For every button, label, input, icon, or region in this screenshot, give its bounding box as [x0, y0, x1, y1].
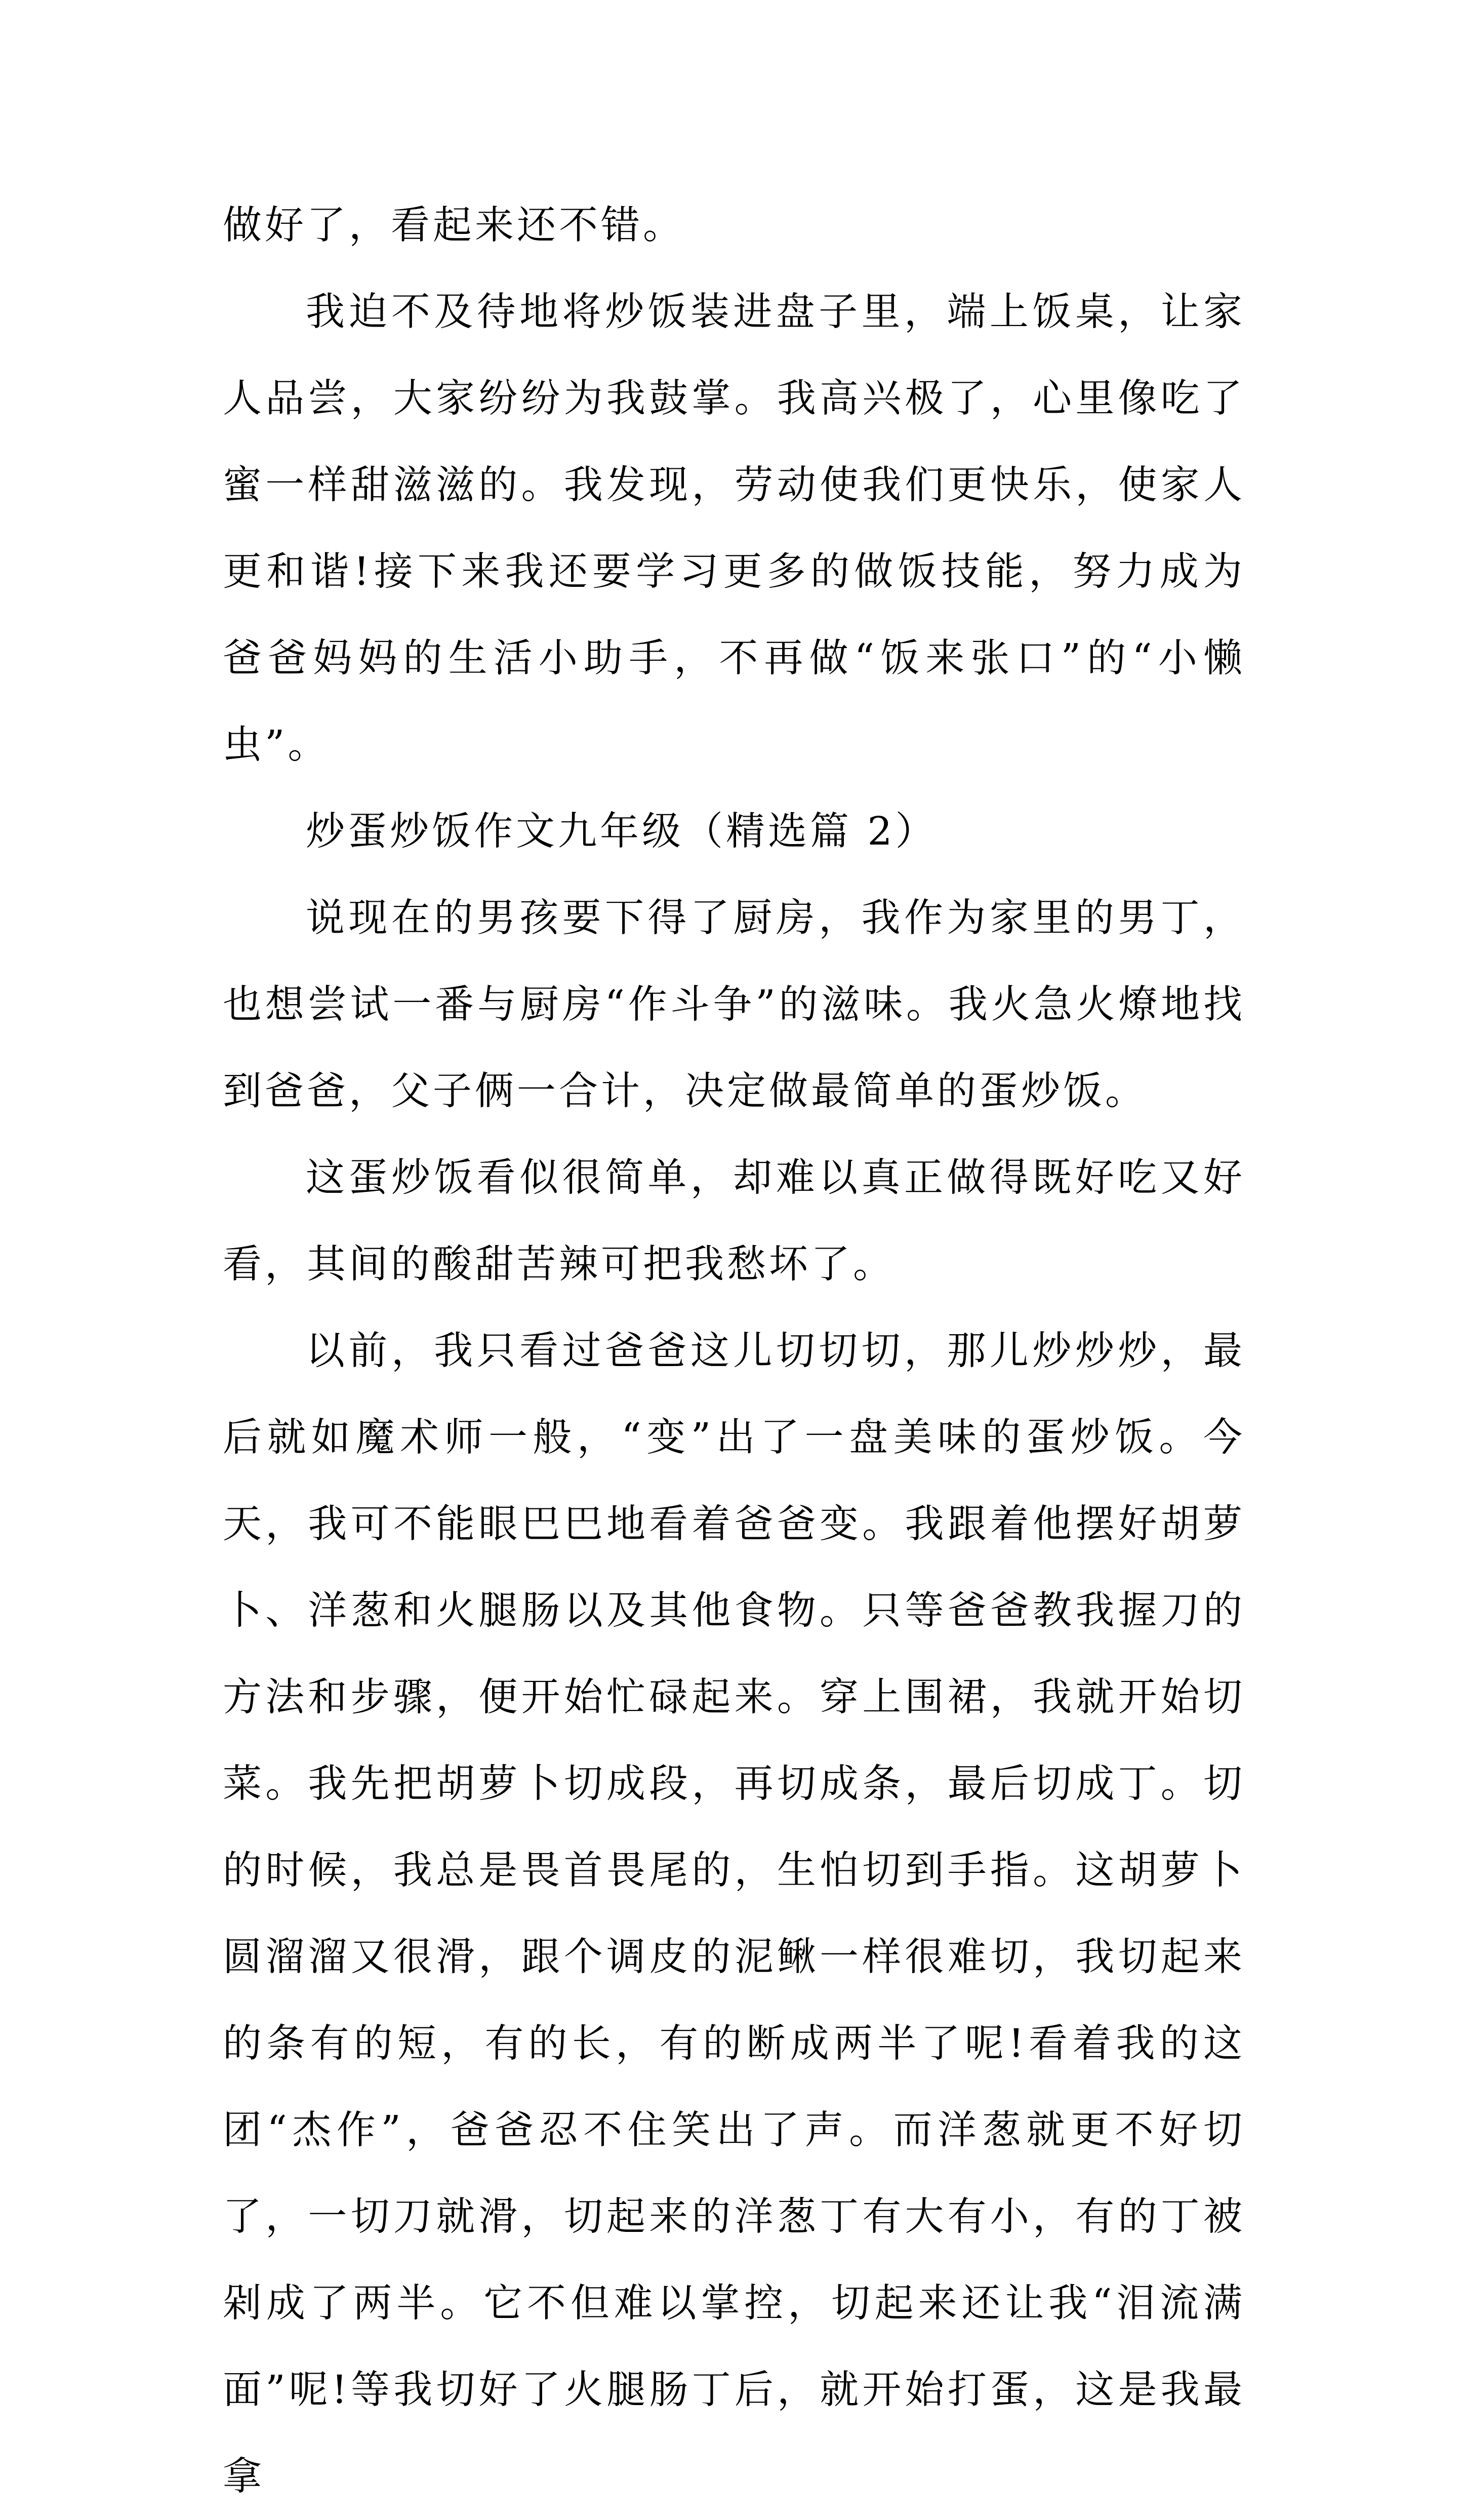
paragraph: 以前，我只看过爸爸这儿切切切，那儿炒炒炒，最后就如魔术师一般，“变”出了一盘美味的蛋炒饭。今天，我可不能眼巴巴地看着爸爸变。我跟着他摆好胡萝卜、洋葱和火腿肠以及其他食物。只等爸爸教我握刀的方法和步骤，便开始忙碌起来。穿上围裙，我就开始切菜。我先把胡萝卜切成段，再切成条，最后切成丁。切的时候，我总是畏首畏尾的，生怕切到手指。这胡萝卜圆溜溜又很滑，跟个调皮的泥鳅一样很难切，我切起来的条有的短，有的长，有的断成两半了呢!看着我的这团“杰作”，爸爸忍不住笑出了声。而洋葱就更不好切了，一切刀就滑，切起来的洋葱丁有大有小，有的丁被剁成了两半。它不但难以掌控，切起来还让我“泪流满面”呢!等我切好了火腿肠丁后，就开始打蛋，这是我最拿 — [223, 1329, 1245, 2499]
paragraph: 这蛋炒饭看似很简单，却难以真正做得既好吃又好看，其间的酸甜苦辣可把我愁坏了。 — [223, 1155, 1245, 1287]
paragraph: 说现在的男孩要下得了厨房，我作为家里的男丁，也想尝试一番与厨房“作斗争”的滋味。我火急火燎地找到爸爸，父子俩一合计，决定做最简单的蛋炒饭。 — [223, 896, 1245, 1114]
article-body — [223, 182, 1245, 2520]
section-heading: 炒蛋炒饭作文九年级（精选篇 2） — [306, 809, 938, 854]
paragraph-continuation: 做好了，看起来还不错。 — [223, 203, 685, 248]
paragraph: 我迫不及待地将炒饭装进盘子里，端上饭桌，让家人品尝，大家纷纷为我鼓掌。我高兴极了，心里像吃了蜜一样甜滋滋的。我发现，劳动使我们更快乐，使家人更和谐!接下来我还要学习更多的做饭技能，努力成为爸爸妈妈的生活小助手，不再做“饭来张口”的“小懒虫”。 — [223, 290, 1245, 768]
